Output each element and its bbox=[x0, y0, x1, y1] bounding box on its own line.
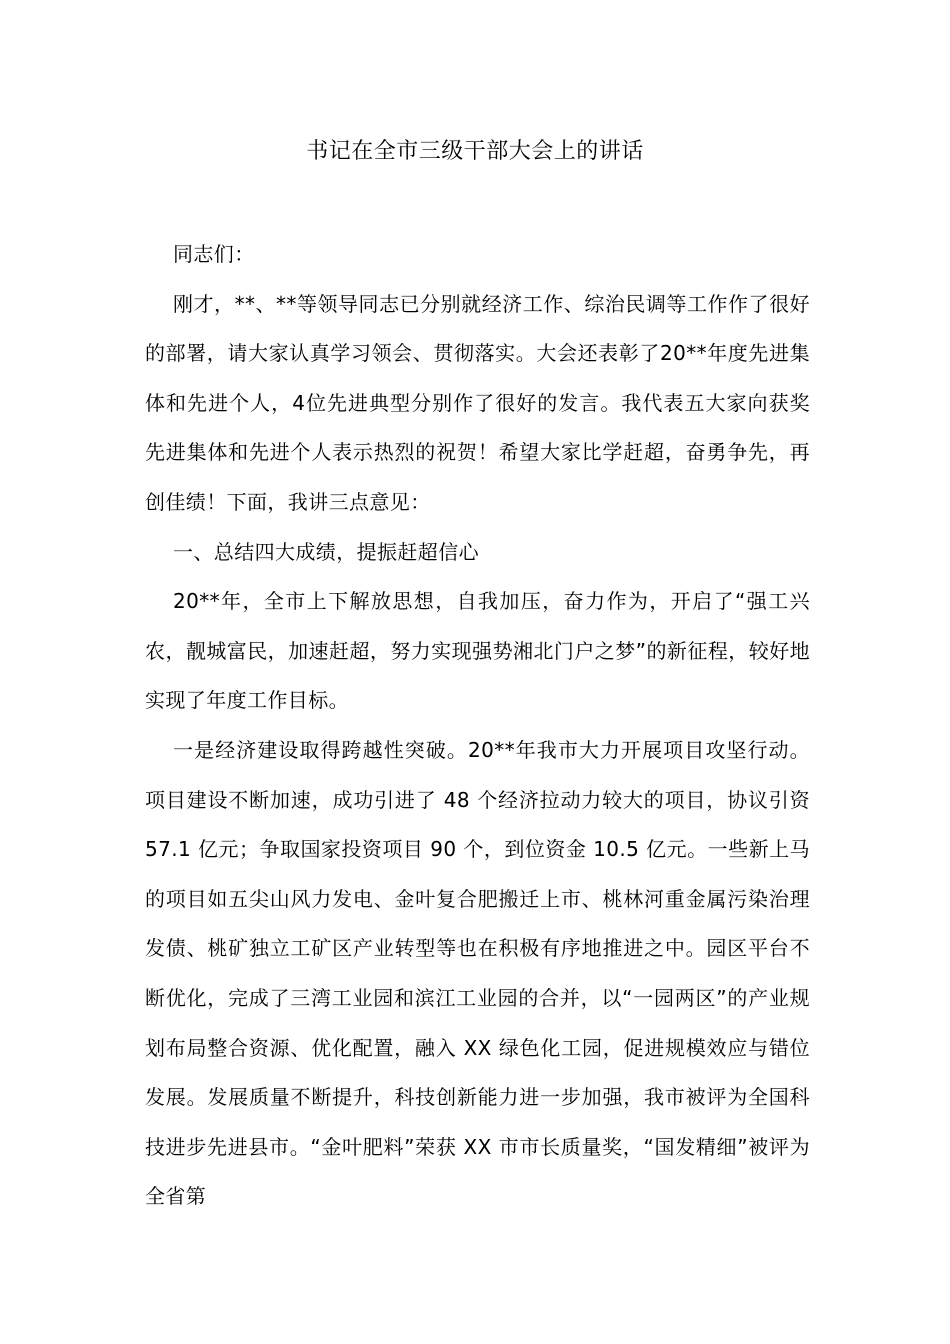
document-title: 书记在全市三级干部大会上的讲话 bbox=[306, 139, 644, 164]
salutation-paragraph: 同志们： bbox=[173, 242, 255, 266]
economy-paragraph: 一是经济建设取得跨越性突破。20**年我市大力开展项目攻坚行动。项目建设不断加速，成功引进了 48 个经济拉动力较大的项目，协议引资 57.1 亿元；争取国家投资项目 90 个，到位资金 10.5 亿元。一些新上马的项目如五尖山风力发电、金叶复合肥搬迁上市、桃林河重金属污染治理发债、桃矿独立工矿区产业转型等也在积极有序地推进之中。园区平台不断优化，完成了三湾工业园和滨江工业园的合并，以“一园两区”的产业规划布局整合资源、优化配置，融入 XX 绿色化工园，促进规模效应与错位发展。发展质量不断提升，科技创新能力进一步加强，我市被评为全国科技进步先进县市。“金叶肥料”荣获 XX 市市长质量奖，“国发精细”被评为全省第 bbox=[145, 737, 810, 1209]
opening-paragraph: 刚才，**、**等领导同志已分别就经济工作、综治民调等工作作了很好的部署，请大家认真学习领会、贯彻落实。大会还表彰了20**年度先进集体和先进个人，4位先进典型分别作了很好的发言。我代表五大家向获奖先进集体和先进个人表示热烈的祝贺！希望大家比学赶超，奋勇争先，再创佳绩！下面，我讲三点意见： bbox=[145, 291, 810, 514]
document-body bbox=[145, 230, 810, 1222]
summary-paragraph: 20**年，全市上下解放思想，自我加压，奋力作为，开启了“强工兴农，靓城富民，加速赶超，努力实现强势湘北门户之梦”的新征程，较好地实现了年度工作目标。 bbox=[145, 589, 810, 713]
section-heading: 一、总结四大成绩，提振赶超信心 bbox=[173, 539, 479, 564]
